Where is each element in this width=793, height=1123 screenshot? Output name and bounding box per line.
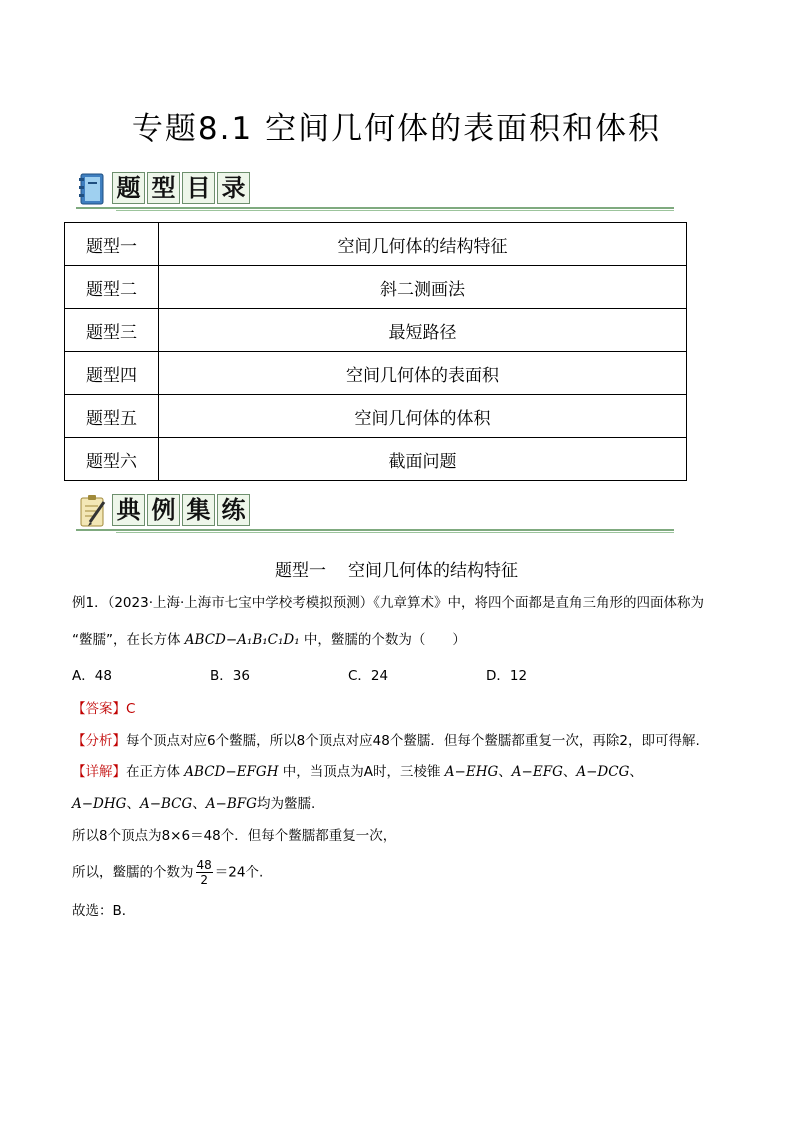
clipboard-pen-icon xyxy=(78,494,108,528)
example-text: “鳖臑”，在长方体 xyxy=(72,632,185,648)
example-text: 中，鳖臑的个数为（ ） xyxy=(299,632,466,648)
banner-char: 集 xyxy=(182,494,215,526)
toc-row xyxy=(65,438,687,481)
detail-line-3: 所以8个顶点为8×6＝48个．但每个鳖臑都重复一次， xyxy=(72,828,397,844)
math-expr: A−EFG xyxy=(511,764,563,780)
banner-char: 型 xyxy=(147,172,180,204)
fraction-denominator: 2 xyxy=(200,873,208,887)
option-c: C．24 xyxy=(348,668,389,684)
section-heading xyxy=(0,556,793,581)
detail-line-1 xyxy=(72,762,643,782)
detail-text: 中，当顶点为A时，三棱锥 xyxy=(278,764,445,780)
banner-char: 典 xyxy=(112,494,145,526)
math-expr: A−DCG xyxy=(576,764,630,780)
separator: 、 xyxy=(192,796,206,812)
detail-text: 均为鳖臑. xyxy=(256,796,316,812)
math-expr: ABCD−A₁B₁C₁D₁ xyxy=(184,632,300,648)
option-b: B．36 xyxy=(210,668,250,684)
options-row xyxy=(72,666,624,686)
option-d: D．12 xyxy=(486,668,528,684)
toc-row xyxy=(65,266,687,309)
detail-text: ＝24个. xyxy=(214,864,264,881)
detail-line-4 xyxy=(72,858,263,887)
example-line-1: 例1．（2023·上海·上海市七宝中学校考模拟预测）《九章算术》中，将四个面都是直角三角形的四面体称为 xyxy=(72,595,705,611)
toc-topic: 空间几何体的结构特征 xyxy=(159,223,687,266)
notebook-icon xyxy=(78,172,108,206)
detail-line-5: 故选：B． xyxy=(72,903,136,919)
answer-line xyxy=(72,699,135,719)
math-expr: ABCD−EFGH xyxy=(184,764,279,780)
math-expr: A−DHG xyxy=(72,796,127,812)
section-label: 题型一 xyxy=(275,561,326,581)
fraction-numerator: 48 xyxy=(196,858,212,872)
banner-char: 练 xyxy=(217,494,250,526)
toc-label: 题型六 xyxy=(65,438,159,481)
examples-banner xyxy=(76,490,674,534)
analysis-text: 每个顶点对应6个鳖臑，所以8个顶点对应48个鳖臑．但每个鳖臑都重复一次，再除2，即可得解. xyxy=(126,733,700,749)
analysis-line xyxy=(72,731,700,751)
toc-table xyxy=(64,222,687,481)
banner-char: 录 xyxy=(217,172,250,204)
math-expr: A−BCG xyxy=(139,796,193,812)
toc-label: 题型二 xyxy=(65,266,159,309)
analysis-tag: 【分析】 xyxy=(72,733,126,749)
banner-underline xyxy=(76,207,674,209)
toc-banner xyxy=(76,168,674,212)
toc-topic: 最短路径 xyxy=(159,309,687,352)
detail-tag: 【详解】 xyxy=(72,764,126,780)
section-topic: 空间几何体的结构特征 xyxy=(348,561,518,581)
example-line-2 xyxy=(72,630,466,650)
toc-label: 题型五 xyxy=(65,395,159,438)
fraction xyxy=(196,858,213,887)
toc-topic: 空间几何体的表面积 xyxy=(159,352,687,395)
page-title: 专题8.1 空间几何体的表面积和体积 xyxy=(131,111,662,147)
detail-text: 所以，鳖臑的个数为 xyxy=(72,864,194,881)
banner-underline-thin xyxy=(116,210,674,211)
answer-tag: 【答案】 xyxy=(72,701,126,717)
toc-label: 题型四 xyxy=(65,352,159,395)
toc-label: 题型一 xyxy=(65,223,159,266)
toc-row xyxy=(65,309,687,352)
math-expr: A−BFG xyxy=(205,796,257,812)
detail-text: 在正方体 xyxy=(126,764,185,780)
toc-topic: 斜二测画法 xyxy=(159,266,687,309)
banner-char: 目 xyxy=(182,172,215,204)
separator: 、 xyxy=(562,764,577,780)
option-a: A．48 xyxy=(72,668,112,684)
separator: 、 xyxy=(498,764,512,780)
math-expr: A−EHG xyxy=(444,764,499,780)
separator: 、 xyxy=(629,764,643,780)
toc-row xyxy=(65,395,687,438)
banner-underline-thin xyxy=(116,532,674,533)
separator: 、 xyxy=(126,796,140,812)
banner-underline xyxy=(76,529,674,531)
answer-value: C xyxy=(126,701,136,717)
detail-line-2 xyxy=(72,794,315,814)
toc-row xyxy=(65,223,687,266)
toc-row xyxy=(65,352,687,395)
toc-topic: 空间几何体的体积 xyxy=(159,395,687,438)
banner-char: 题 xyxy=(112,172,145,204)
toc-topic: 截面问题 xyxy=(159,438,687,481)
banner-char: 例 xyxy=(147,494,180,526)
toc-label: 题型三 xyxy=(65,309,159,352)
